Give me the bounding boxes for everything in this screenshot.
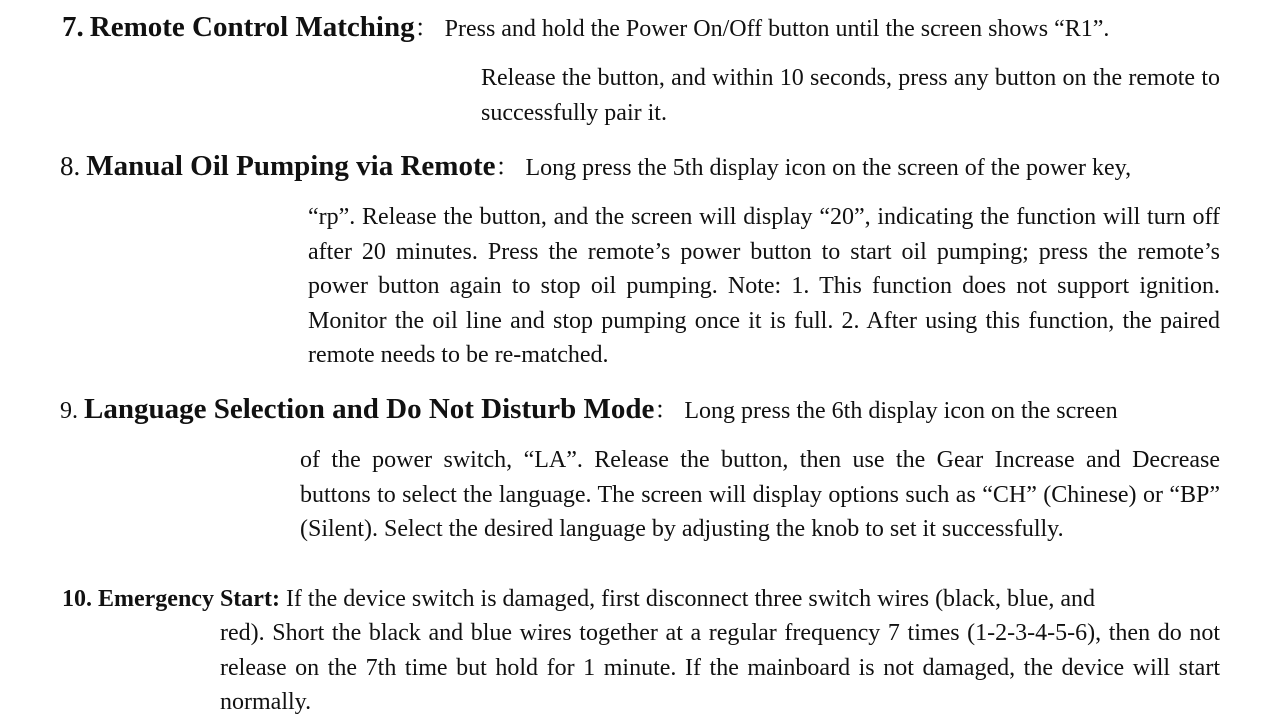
section-10-body: red). Short the black and blue wires together at a regular frequency 7 times (1-2-3-4-5-6), then do not release on the 7th time but hold for 1 minute. If the mainboard is not damaged, the device will start normally. bbox=[220, 620, 1220, 715]
section-10-heading-line bbox=[62, 582, 1095, 616]
section-7-body: Release the button, and within 10 seconds, press any button on the remote to successfully pair it. bbox=[481, 65, 1220, 126]
section-9-lead: Long press the 6th display icon on the screen bbox=[684, 398, 1118, 424]
section-9-separator: ： bbox=[654, 398, 679, 424]
section-8-number: 8. bbox=[60, 151, 81, 181]
section-8-title: Manual Oil Pumping via Remote bbox=[86, 150, 496, 182]
section-9-body: of the power switch, “LA”. Release the button, then use the Gear Increase and Decrease buttons to select the language. The screen will display options such as “CH” (Chinese) or “BP” (Silent). Select the desired language by adjusting the knob to set it successfully. bbox=[300, 447, 1220, 542]
section-8-body: “rp”. Release the button, and the screen will display “20”, indicating the function will turn off after 20 minutes. Press the remote’s power button to start oil pumping; press the remote’s power button again to stop oil pumping. Note: 1. This function does not support ignition. Monitor the oil line and stop pumping once it is full. 2. After using this function, the paired remote needs to be re-matched. bbox=[308, 204, 1220, 368]
section-8-lead: Long press the 5th display icon on the screen of the power key, bbox=[525, 155, 1132, 181]
section-10-title: Emergency Start: bbox=[98, 586, 280, 612]
section-7-separator: ： bbox=[414, 16, 439, 42]
section-9-number: 9. bbox=[60, 398, 78, 424]
section-7-number: 7. bbox=[62, 11, 84, 43]
section-7-title: Remote Control Matching bbox=[89, 11, 415, 43]
section-10-lead: If the device switch is damaged, first disconnect three switch wires (black, blue, and bbox=[285, 586, 1095, 612]
section-7-heading-line bbox=[62, 10, 1109, 46]
section-7-lead: Press and hold the Power On/Off button until the screen shows “R1”. bbox=[444, 16, 1110, 42]
section-10-number: 10. bbox=[62, 586, 92, 612]
section-9-title: Language Selection and Do Not Disturb Mode bbox=[84, 393, 655, 425]
section-8-separator: ： bbox=[495, 155, 520, 181]
section-8-heading-line bbox=[60, 149, 1131, 185]
section-9-heading-line bbox=[60, 392, 1118, 428]
